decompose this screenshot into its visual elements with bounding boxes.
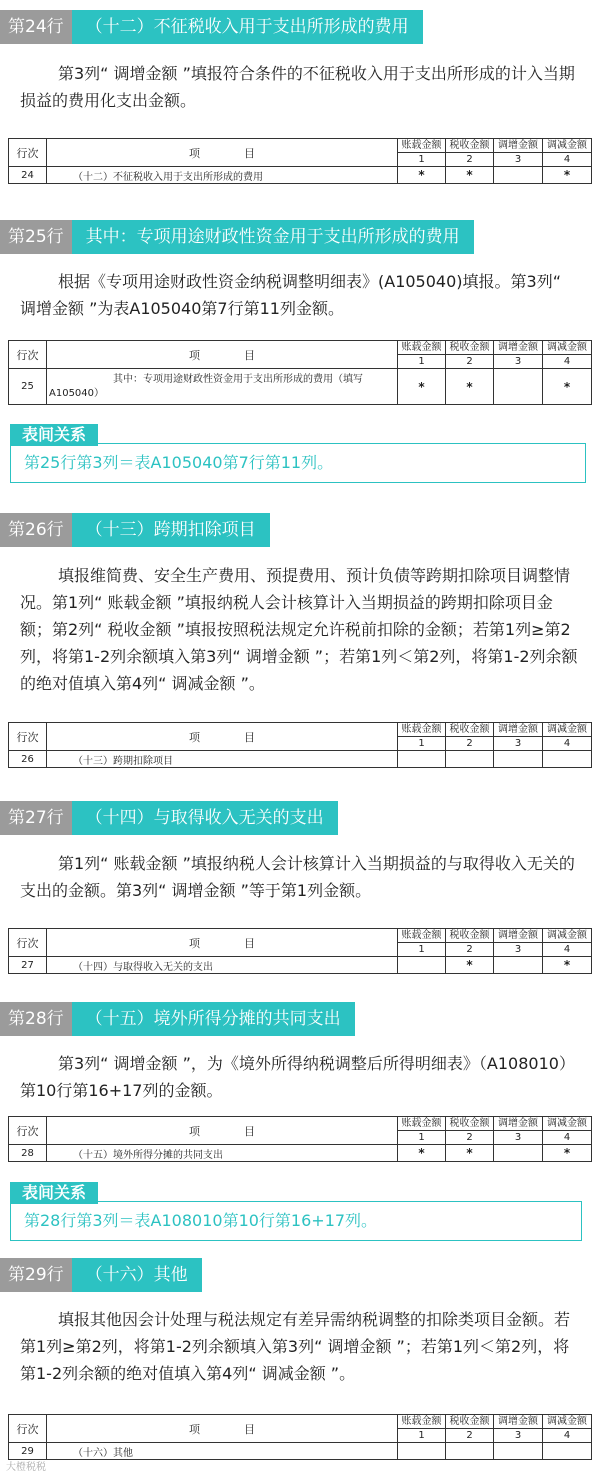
section-description: 第3列“ 调增金额 ”，为《境外所得纳税调整后所得明细表》（A108010）第10行第16+17列的金额。 <box>20 1054 575 1100</box>
section-header-29 <box>0 1258 202 1292</box>
col-number-4: 4 <box>543 737 592 751</box>
cell-col1: * <box>398 369 446 405</box>
col-number-4: 4 <box>543 943 592 957</box>
section-description: 第3列“ 调增金额 ”填报符合条件的不征税收入用于支出所形成的计入当期损益的费用化支出金额。 <box>20 64 575 110</box>
row-table-24 <box>8 138 592 184</box>
section-row-number: 第29行 <box>0 1258 72 1292</box>
cell-col1 <box>398 957 446 974</box>
header-item-label: 项 目 <box>47 723 398 751</box>
section-title: （十二）不征税收入用于支出所形成的费用 <box>72 10 423 44</box>
header-col2: 税收金额 <box>446 139 494 153</box>
cell-col4 <box>543 1443 592 1460</box>
header-row-label: 行次 <box>9 1415 47 1443</box>
col-number-4: 4 <box>543 1429 592 1443</box>
relation-text: 第25行第3列＝表A105040第7行第11列。 <box>24 453 334 472</box>
section-header-24 <box>0 10 423 44</box>
section-header-28 <box>0 1002 355 1036</box>
header-row-label: 行次 <box>9 341 47 369</box>
col-number-2: 2 <box>446 355 494 369</box>
col-number-1: 1 <box>398 1429 446 1443</box>
header-col4: 调减金额 <box>543 723 592 737</box>
section-row-number: 第24行 <box>0 10 72 44</box>
col-number-1: 1 <box>398 943 446 957</box>
header-col1: 账载金额 <box>398 139 446 153</box>
header-row-label: 行次 <box>9 139 47 167</box>
cell-col1: * <box>398 167 446 184</box>
row-number: 26 <box>9 751 47 768</box>
header-item-label: 项 目 <box>47 1415 398 1443</box>
col-number-1: 1 <box>398 153 446 167</box>
col-number-3: 3 <box>494 737 543 751</box>
cell-col2: * <box>446 369 494 405</box>
row-table-28 <box>8 1116 592 1162</box>
header-item-label: 项 目 <box>47 139 398 167</box>
section-row-number: 第27行 <box>0 801 72 835</box>
row-item: 其中：专项用途财政性资金用于支出所形成的费用（填写A105040） <box>47 369 398 405</box>
row-item: （十三）跨期扣除项目 <box>47 751 398 768</box>
header-col3: 调增金额 <box>494 723 543 737</box>
header-col3: 调增金额 <box>494 1415 543 1429</box>
header-col2: 税收金额 <box>446 1415 494 1429</box>
section-row-number: 第26行 <box>0 513 72 547</box>
row-item: （十二）不征税收入用于支出所形成的费用 <box>47 167 398 184</box>
col-number-3: 3 <box>494 153 543 167</box>
row-item: （十六）其他 <box>47 1443 398 1460</box>
col-number-4: 4 <box>543 355 592 369</box>
row-item: （十四）与取得收入无关的支出 <box>47 957 398 974</box>
section-description: 填报其他因会计处理与税法规定有差异需纳税调整的扣除类项目金额。若第1列≥第2列，将第1-2列余额填入第3列“ 调增金额 ”；若第1列＜第2列，将第1-2列余额的绝对值填入第4列“ 调减金额 ”。 <box>20 1310 571 1383</box>
header-col3: 调增金额 <box>494 1117 543 1131</box>
col-number-3: 3 <box>494 355 543 369</box>
col-number-2: 2 <box>446 1429 494 1443</box>
cell-col1 <box>398 1443 446 1460</box>
cell-col2 <box>446 1443 494 1460</box>
cell-col3 <box>494 167 543 184</box>
section-header-27 <box>0 801 338 835</box>
cell-col3 <box>494 1443 543 1460</box>
cell-col4: * <box>543 957 592 974</box>
col-number-2: 2 <box>446 737 494 751</box>
header-col2: 税收金额 <box>446 1117 494 1131</box>
cell-col2: * <box>446 1145 494 1162</box>
section-row-number: 第25行 <box>0 220 72 254</box>
cell-col3 <box>494 957 543 974</box>
section-title: 其中：专项用途财政性资金用于支出所形成的费用 <box>72 220 474 254</box>
section-row-number: 第28行 <box>0 1002 72 1036</box>
cell-col3 <box>494 369 543 405</box>
cell-col4: * <box>543 167 592 184</box>
col-number-4: 4 <box>543 1131 592 1145</box>
cell-col4 <box>543 751 592 768</box>
header-col4: 调减金额 <box>543 1117 592 1131</box>
section-title: （十三）跨期扣除项目 <box>72 513 270 547</box>
cell-col2 <box>446 751 494 768</box>
cell-col3 <box>494 1145 543 1162</box>
relation-label: 表间关系 <box>10 424 98 446</box>
header-col1: 账载金额 <box>398 723 446 737</box>
col-number-3: 3 <box>494 943 543 957</box>
row-number: 27 <box>9 957 47 974</box>
cell-col2: * <box>446 167 494 184</box>
cell-col4: * <box>543 1145 592 1162</box>
row-table-29 <box>8 1414 592 1460</box>
col-number-2: 2 <box>446 153 494 167</box>
section-title: （十五）境外所得分摊的共同支出 <box>72 1002 355 1036</box>
header-col1: 账载金额 <box>398 1117 446 1131</box>
col-number-3: 3 <box>494 1429 543 1443</box>
header-row-label: 行次 <box>9 723 47 751</box>
relation-label: 表间关系 <box>10 1182 98 1204</box>
cell-col2: * <box>446 957 494 974</box>
header-col3: 调增金额 <box>494 929 543 943</box>
col-number-2: 2 <box>446 943 494 957</box>
cell-col4: * <box>543 369 592 405</box>
header-col3: 调增金额 <box>494 139 543 153</box>
header-item-label: 项 目 <box>47 1117 398 1145</box>
section-title: （十六）其他 <box>72 1258 202 1292</box>
row-item: （十五）境外所得分摊的共同支出 <box>47 1145 398 1162</box>
col-number-1: 1 <box>398 1131 446 1145</box>
header-item-label: 项 目 <box>47 929 398 957</box>
row-number: 24 <box>9 167 47 184</box>
section-title: （十四）与取得收入无关的支出 <box>72 801 338 835</box>
section-header-25 <box>0 220 474 254</box>
header-col4: 调减金额 <box>543 341 592 355</box>
header-row-label: 行次 <box>9 1117 47 1145</box>
col-number-2: 2 <box>446 1131 494 1145</box>
header-item-label: 项 目 <box>47 341 398 369</box>
col-number-4: 4 <box>543 153 592 167</box>
header-col4: 调减金额 <box>543 1415 592 1429</box>
section-description: 第1列“ 账载金额 ”填报纳税人会计核算计入当期损益的与取得收入无关的支出的金额。第3列“ 调增金额 ”等于第1列金额。 <box>20 854 575 900</box>
col-number-1: 1 <box>398 355 446 369</box>
header-col2: 税收金额 <box>446 341 494 355</box>
row-number: 29 <box>9 1443 47 1460</box>
row-table-25 <box>8 340 592 405</box>
header-col4: 调减金额 <box>543 139 592 153</box>
header-col1: 账载金额 <box>398 929 446 943</box>
section-description: 根据《专项用途财政性资金纳税调整明细表》(A105040)填报。第3列“ 调增金额 ”为表A105040第7行第11列金额。 <box>20 272 561 318</box>
header-col3: 调增金额 <box>494 341 543 355</box>
cell-col3 <box>494 751 543 768</box>
row-number: 28 <box>9 1145 47 1162</box>
cell-col1 <box>398 751 446 768</box>
cell-col1: * <box>398 1145 446 1162</box>
section-header-26 <box>0 513 270 547</box>
relation-text: 第28行第3列＝表A108010第10行第16+17列。 <box>24 1211 378 1230</box>
header-col2: 税收金额 <box>446 929 494 943</box>
header-col1: 账载金额 <box>398 1415 446 1429</box>
row-table-26 <box>8 722 592 768</box>
header-col2: 税收金额 <box>446 723 494 737</box>
row-number: 25 <box>9 369 47 405</box>
header-col1: 账载金额 <box>398 341 446 355</box>
header-col4: 调减金额 <box>543 929 592 943</box>
col-number-1: 1 <box>398 737 446 751</box>
section-description: 填报维简费、安全生产费用、预提费用、预计负债等跨期扣除项目调整情况。第1列“ 账载金额 ”填报纳税人会计核算计入当期损益的跨期扣除项目金额；第2列“ 税收金额 ”填报按照税法规定允许税前扣除的金额；若第1列≥第2列，将第1-2列余额填入第3列“ 调增金额 ”；若第1列＜第2列，将第1-2列余额的绝对值填入第4列“ 调减金额 ”。 <box>20 566 578 693</box>
header-row-label: 行次 <box>9 929 47 957</box>
row-table-27 <box>8 928 592 974</box>
watermark: 大橙税税 <box>6 1462 46 1473</box>
col-number-3: 3 <box>494 1131 543 1145</box>
